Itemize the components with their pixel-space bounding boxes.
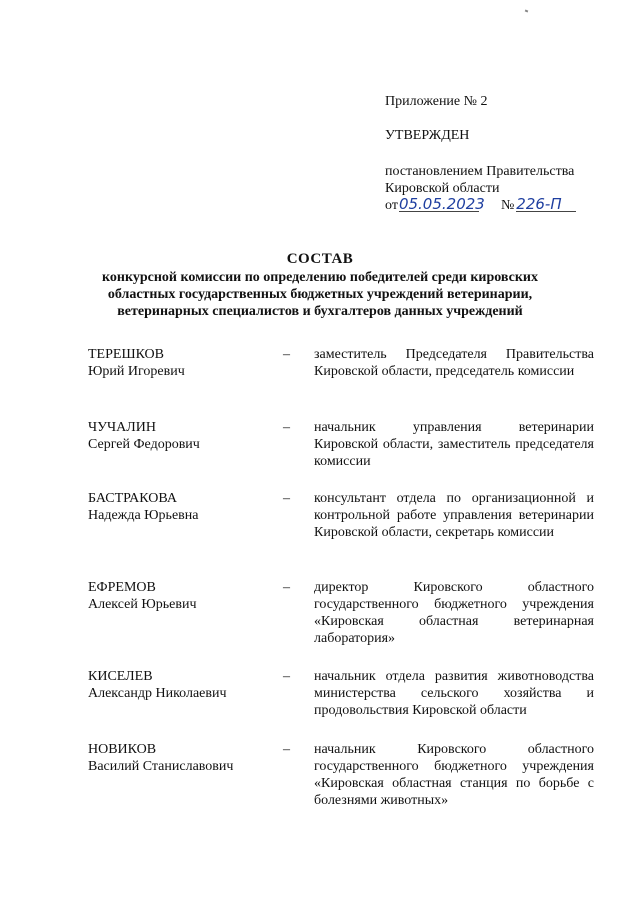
- member-dash: –: [283, 742, 290, 757]
- decree-text: постановлением Правительства Кировской области: [385, 164, 575, 196]
- member-role: директор Кировского областного государственного бюджетного учреждения «Кировская областная ветеринарная лаборатория»: [314, 580, 594, 646]
- member-name: [88, 579, 268, 613]
- member-name: [88, 346, 268, 380]
- member-role: заместитель Председателя Правительства Кировской области, председатель комиссии: [314, 347, 594, 379]
- member-dash: –: [283, 420, 290, 435]
- document-title: СОСТАВ: [286, 251, 354, 267]
- number-label: №: [500, 198, 515, 213]
- member-given-name: Василий Станиславович: [88, 759, 234, 774]
- member-surname: ТЕРЕШКОВ: [88, 347, 165, 362]
- member-surname: ЕФРЕМОВ: [88, 580, 156, 595]
- member-role: начальник управления ветеринарии Кировской области, заместитель председателя комиссии: [314, 420, 594, 469]
- approved-label: УТВЕРЖДЕН: [385, 128, 470, 143]
- member-role: начальник Кировского областного государственного бюджетного учреждения «Кировская областная станция по борьбе с болезнями животных»: [314, 742, 594, 808]
- member-role: консультант отдела по организационной и контрольной работе управления ветеринарии Кировской области, секретарь комиссии: [314, 491, 594, 540]
- member-given-name: Алексей Юрьевич: [88, 597, 197, 612]
- member-role: начальник отдела развития животноводства министерства сельского хозяйства и продовольствия Кировской области: [314, 669, 594, 718]
- member-given-name: Надежда Юрьевна: [88, 508, 199, 523]
- member-given-name: Юрий Игоревич: [88, 364, 185, 379]
- member-dash: –: [283, 347, 290, 362]
- member-name: [88, 490, 268, 524]
- handwritten-date: 05.05.2023: [398, 195, 485, 213]
- member-surname: БАСТРАКОВА: [88, 491, 177, 506]
- member-name: [88, 741, 268, 775]
- date-prefix: от: [385, 198, 398, 213]
- member-dash: –: [283, 580, 290, 595]
- appendix-label: Приложение № 2: [385, 94, 488, 109]
- member-given-name: Сергей Федорович: [88, 437, 200, 452]
- member-dash: –: [283, 669, 290, 684]
- member-given-name: Александр Николаевич: [88, 686, 227, 701]
- member-surname: КИСЕЛЕВ: [88, 669, 153, 684]
- document-subtitle: конкурсной комиссии по определению победителей среди кировских областных государственных бюджетных учреждений ветеринарии, ветеринарных специалистов и бухгалтеров данных учреждений: [102, 270, 538, 319]
- handwritten-number: 226-П: [516, 197, 576, 212]
- member-name: [88, 668, 268, 702]
- member-dash: –: [283, 491, 290, 506]
- member-name: [88, 419, 268, 453]
- member-surname: ЧУЧАЛИН: [88, 420, 156, 435]
- member-surname: НОВИКОВ: [88, 742, 157, 757]
